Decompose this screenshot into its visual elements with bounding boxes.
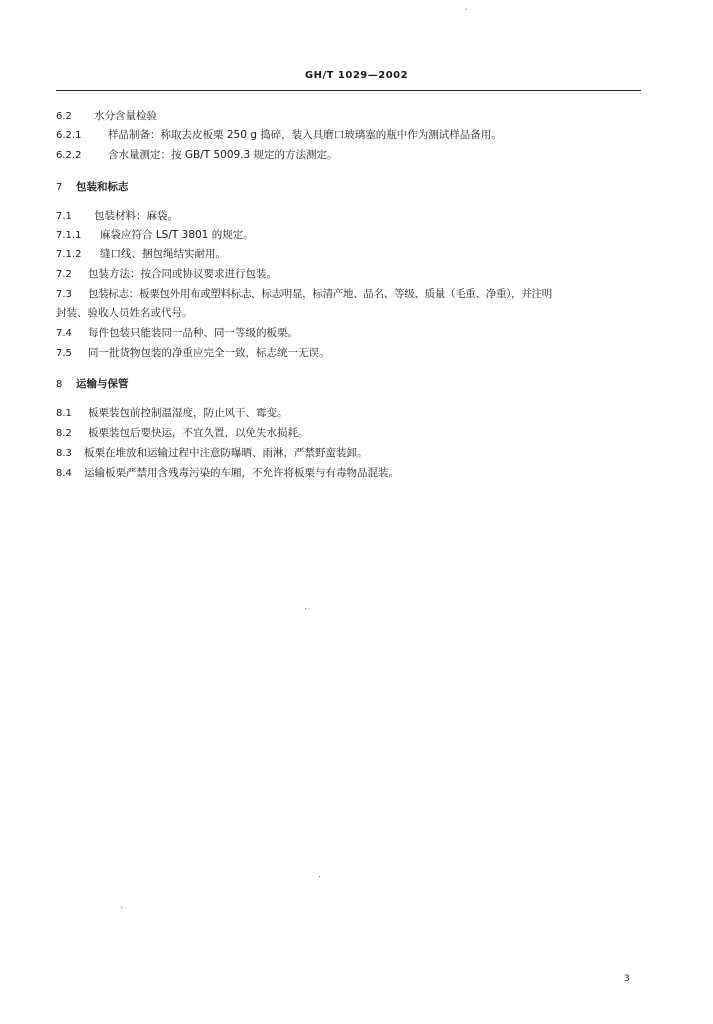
clause-number: 8.4 <box>56 468 72 479</box>
clause-number: 7.1.1 <box>56 230 82 241</box>
standard-code: GH/T 1029—2002 <box>304 70 409 81</box>
clause-text: 含水量测定：按 GB/T 5009.3 规定的方法测定。 <box>108 149 338 161</box>
clause-number: 8.1 <box>56 408 72 419</box>
clause-text: 封装、验收人员姓名或代号。 <box>56 307 193 319</box>
page-number: 3 <box>624 974 630 984</box>
clause-number: 7.3 <box>56 289 72 300</box>
clause-number: 7.4 <box>56 328 72 339</box>
section-heading-7 <box>56 180 129 195</box>
clause-6-2-2 <box>56 148 338 163</box>
clause-7-2 <box>56 267 277 282</box>
clause-7-4 <box>56 326 298 341</box>
clause-text: 包装标志：板栗包外用布或塑料标志，标志明显，标清产地、品名、等级、质量（毛重、净重），并注明 <box>88 288 552 300</box>
header-rule <box>56 90 641 91</box>
clause-number: 6.2.1 <box>56 130 82 141</box>
section-title: 运输与保管 <box>76 378 129 390</box>
scan-speck <box>121 907 122 908</box>
clause-text: 包装方法：按合同或协议要求进行包装。 <box>88 268 277 280</box>
clause-7-1-2 <box>56 247 226 262</box>
clause-text: 样品制备：称取去皮板栗 250 g 捣碎，装入具磨口玻璃塞的瓶中作为测试样品备用。 <box>108 129 502 141</box>
clause-text: 水分含量检验 <box>94 110 157 122</box>
clause-number: 7.2 <box>56 269 72 280</box>
clause-7-3 <box>56 287 552 302</box>
clause-text: 缝口线、捆包绳结实耐用。 <box>100 248 226 260</box>
clause-number: 7.5 <box>56 348 72 359</box>
section-number: 7 <box>56 182 63 193</box>
clause-text: 包装材料：麻袋。 <box>94 210 178 222</box>
clause-8-2 <box>56 426 309 441</box>
clause-number: 7.1.2 <box>56 249 82 260</box>
clause-text: 麻袋应符合 LS/T 3801 的规定。 <box>100 229 254 241</box>
section-title: 包装和标志 <box>76 181 129 193</box>
clause-text: 板栗在堆放和运输过程中注意防曝晒、雨淋，严禁野蛮装卸。 <box>84 447 368 459</box>
clause-text: 板栗装包前控制温湿度，防止风干、霉变。 <box>88 407 288 419</box>
clause-number: 8.2 <box>56 428 72 439</box>
clause-7-3-continuation <box>56 306 193 320</box>
clause-7-1-1 <box>56 228 254 243</box>
section-number: 8 <box>56 379 63 390</box>
clause-7-5 <box>56 346 330 361</box>
clause-number: 7.1 <box>56 211 72 222</box>
scan-speck <box>305 608 306 609</box>
clause-6-2-1 <box>56 128 502 143</box>
section-heading-8 <box>56 377 129 392</box>
clause-number: 6.2.2 <box>56 150 82 161</box>
clause-8-1 <box>56 406 288 421</box>
clause-8-3 <box>56 446 368 461</box>
clause-7-1 <box>56 209 178 224</box>
scan-speck <box>319 876 320 877</box>
clause-8-4 <box>56 466 399 481</box>
clause-text: 同一批货物包装的净重应完全一致，标志统一无误。 <box>88 347 330 359</box>
clause-text: 每件包装只能装同一品种、同一等级的板栗。 <box>88 327 298 339</box>
clause-number: 8.3 <box>56 448 72 459</box>
clause-number: 6.2 <box>56 111 72 122</box>
clause-text: 运输板栗严禁用含残毒污染的车厢，不允许将板栗与有毒物品混装。 <box>84 467 399 479</box>
scan-speck <box>466 9 467 10</box>
clause-text: 板栗装包后要快运，不宜久置，以免失水损耗。 <box>88 427 309 439</box>
clause-6-2 <box>56 109 157 124</box>
